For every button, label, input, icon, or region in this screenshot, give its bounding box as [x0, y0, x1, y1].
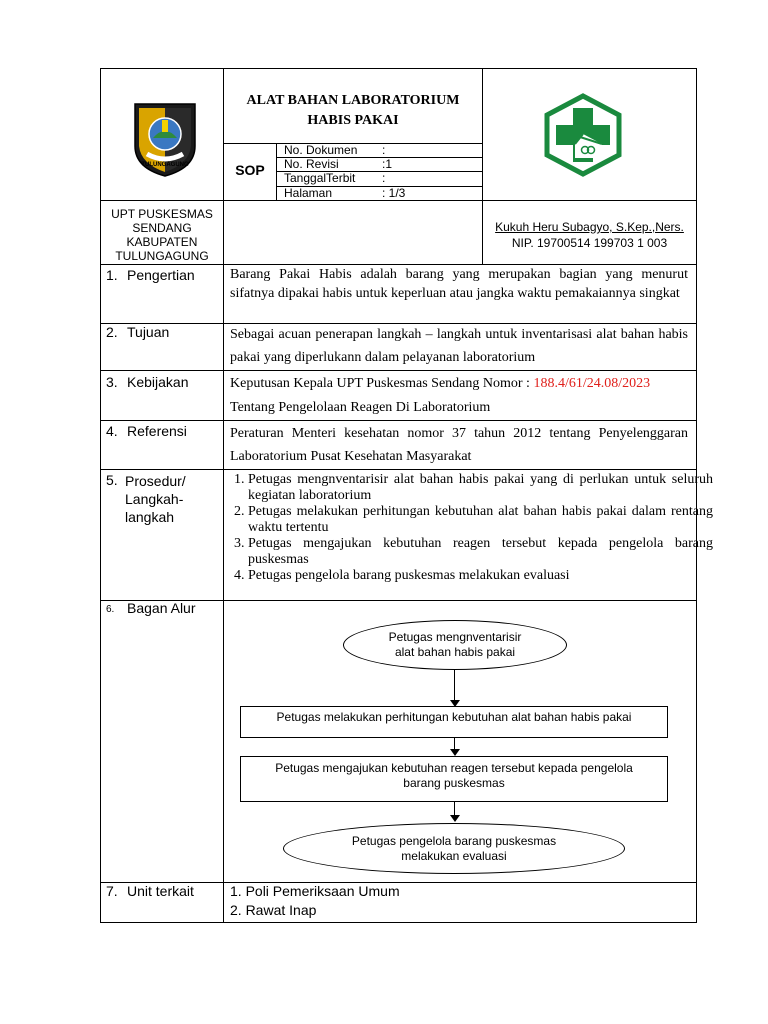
section-line-3	[100, 370, 697, 371]
section-text-tujuan: Sebagai acuan penerapan langkah – langkah untuk inventarisasi alat bahan habis pakai yang diperlukann dalam pelayanan laboratorium	[230, 327, 688, 365]
kebijakan-text: Keputusan Kepala UPT Puskesmas Sendang Nomor :	[230, 376, 534, 391]
sop-label: SOP	[235, 162, 265, 178]
doc-field-label-3: TanggalTerbit	[284, 171, 356, 185]
header-row-line	[100, 200, 697, 201]
procedure-step: 4. Petugas pengelola barang puskesmas melakukan evaluasi	[248, 568, 713, 584]
flow-step-4-line-2: melakukan evaluasi	[401, 848, 507, 863]
section-text-pengertian: Barang Pakai Habis adalah barang yang merupakan bagian yang menurut sifatnya dipakai habis untuk keperluan atau jangka waktu pemakaiannya singkat	[230, 267, 688, 301]
title-line-1: ALAT BAHAN LABORATORIUM	[246, 93, 460, 108]
kebijakan-text-line2: Tentang Pengelolaan Reagen Di Laboratorium	[230, 400, 491, 415]
table-border-top	[100, 68, 697, 69]
prosedur-label-line-2: Langkah-	[125, 491, 184, 507]
unit-item-2: 2. Rawat Inap	[230, 902, 317, 918]
section-label-unit: Unit terkait	[127, 883, 194, 899]
org-line-4: TULUNGAGUNG	[115, 249, 209, 263]
section-label-prosedur	[125, 472, 186, 526]
flow-arrow-2-head-icon	[450, 749, 460, 756]
flow-step-3-line-1: Petugas mengajukan kebutuhan reagen tersebut kepada pengelola	[275, 761, 633, 775]
doc-field-label-1: No. Dokumen	[284, 143, 358, 157]
flow-arrow-1-shaft	[454, 670, 455, 702]
procedure-step: 2. Petugas melakukan perhitungan kebutuhan alat bahan habis pakai dalam rentang waktu tertentu	[248, 504, 713, 536]
section-num-4: 4.	[106, 423, 118, 439]
procedure-step: 1. Petugas mengnventarisir alat bahan habis pakai yang di perlukan untuk seluruh kegiatan laboratorium	[248, 472, 713, 504]
section-label-tujuan: Tujuan	[127, 324, 170, 340]
doc-field-label-2: No. Revisi	[284, 157, 339, 171]
flow-step-1-line-2: alat bahan habis pakai	[394, 645, 516, 659]
doc-field-value-2: :1	[382, 157, 393, 171]
emblem-caption: TULUNGAGUNG	[141, 162, 189, 168]
org-line-2: SENDANG	[132, 221, 192, 235]
signer-nip: NIP. 19700514 199703 1 003	[511, 236, 668, 250]
flow-step-1-line-1: Petugas mengnventarisir	[388, 630, 522, 644]
flow-start-oval	[343, 620, 567, 670]
table-border-bottom	[100, 922, 697, 923]
unit-list	[230, 882, 400, 920]
signer-name: Kukuh Heru Subagyo, S.Kep.,Ners.	[495, 220, 684, 234]
section-label-kebijakan: Kebijakan	[127, 374, 189, 390]
doc-field-value-4: : 1/3	[382, 186, 406, 200]
org-line-3: KABUPATEN	[126, 235, 198, 249]
flow-end-oval	[283, 823, 625, 874]
prosedur-label-line-3: langkah	[125, 509, 175, 525]
section-label-referensi: Referensi	[127, 423, 187, 439]
signer-block	[483, 219, 696, 251]
puskesmas-logo-icon	[540, 92, 626, 178]
doc-field-value-1: :	[382, 143, 386, 157]
section-line-5	[100, 469, 697, 470]
doc-field-value-3: :	[382, 171, 386, 185]
procedure-step: 3. Petugas mengajukan kebutuhan reagen tersebut kepada pengelola barang puskesmas	[248, 536, 713, 568]
table-border-left	[100, 68, 101, 923]
section-num-3: 3.	[106, 374, 118, 390]
section-line-4	[100, 420, 697, 421]
page-title	[224, 91, 482, 131]
section-num-1: 1.	[106, 267, 118, 283]
section-label-bagan: Bagan Alur	[127, 600, 196, 616]
flow-process-box-1	[240, 706, 668, 738]
flow-process-box-2	[240, 756, 668, 802]
flow-arrow-3-head-icon	[450, 815, 460, 822]
org-line-1: UPT PUSKESMAS	[111, 207, 213, 221]
kebijakan-number-ref: 188.4/61/24.08/2023	[533, 376, 651, 391]
section-text-referensi: Peraturan Menteri kesehatan nomor 37 tahun 2012 tentang Penyelenggaran Laboratorium Pusat Kesehatan Masyarakat	[230, 426, 688, 464]
section-label-pengertian: Pengertian	[127, 267, 195, 283]
flow-step-4-line-1: Petugas pengelola barang puskesmas	[351, 833, 557, 848]
procedure-list	[224, 472, 713, 584]
section-num-7: 7.	[106, 883, 118, 899]
flow-step-2-line-1: Petugas melakukan perhitungan kebutuhan alat bahan habis pakai	[276, 710, 632, 724]
doc-field-label-4: Halaman	[284, 186, 333, 200]
prosedur-label-line-1: Prosedur/	[125, 473, 186, 489]
title-line-2: HABIS PAKAI	[307, 113, 399, 128]
section-num-5: 5.	[106, 472, 118, 488]
section-num-2: 2.	[106, 324, 118, 340]
flow-step-3-line-2: barang puskesmas	[403, 776, 505, 790]
org-name	[101, 207, 223, 263]
unit-item-1: 1. Poli Pemeriksaan Umum	[230, 883, 400, 899]
section-num-6: 6.	[106, 604, 115, 615]
section-text-kebijakan	[230, 372, 692, 420]
